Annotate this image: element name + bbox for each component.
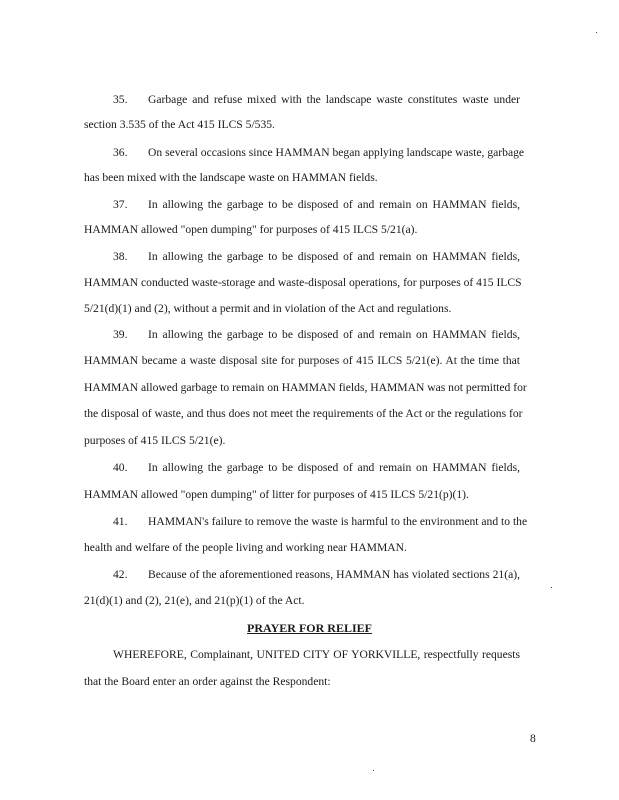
paragraph-number: 39. [113,328,128,341]
paragraph-line: HAMMAN allowed "open dumping" for purposes of 415 ILCS 5/21(a). [84,223,418,236]
scan-speck [551,587,552,588]
paragraph-first-line [84,93,520,107]
paragraph-text: In allowing the garbage to be disposed of and remain on HAMMAN fields, [148,250,520,263]
paragraph-line: has been mixed with the landscape waste on HAMMAN fields. [84,171,378,184]
paragraph-line: section 3.535 of the Act 415 ILCS 5/535. [84,118,275,131]
paragraph-text: Because of the aforementioned reasons, HAMMAN has violated sections 21(a), [148,568,520,581]
paragraph-line: the disposal of waste, and thus does not meet the requirements of the Act or the regulations for [84,407,523,420]
paragraph-line: purposes of 415 ILCS 5/21(e). [84,434,226,447]
wherefore-line-2: that the Board enter an order against the Respondent: [84,675,331,688]
paragraph-line: HAMMAN conducted waste-storage and waste-disposal operations, for purposes of 415 ILCS [84,276,522,289]
paragraph-text: HAMMAN's failure to remove the waste is harmful to the environment and to the [148,515,528,528]
page-number: 8 [530,732,536,745]
paragraph-text: In allowing the garbage to be disposed of and remain on HAMMAN fields, [148,461,520,474]
paragraph-number: 40. [113,461,128,474]
paragraph-line: HAMMAN allowed garbage to remain on HAMMAN fields, HAMMAN was not permitted for [84,381,527,394]
paragraph-number: 35. [113,93,128,106]
paragraph-number: 41. [113,515,128,528]
paragraph-first-line [84,461,520,475]
section-heading: PRAYER FOR RELIEF [247,621,372,635]
paragraph-text: Garbage and refuse mixed with the landscape waste constitutes waste under [148,93,520,106]
paragraph-text: On several occasions since HAMMAN began applying landscape waste, garbage [148,146,525,159]
paragraph-number: 38. [113,250,128,263]
paragraph-first-line [84,568,520,582]
paragraph-line: health and welfare of the people living and working near HAMMAN. [84,541,407,554]
paragraph-number: 37. [113,198,128,211]
paragraph-first-line [84,250,520,264]
paragraph-first-line [84,146,525,160]
paragraph-text: In allowing the garbage to be disposed of and remain on HAMMAN fields, [148,328,520,341]
paragraph-number: 42. [113,568,128,581]
paragraph-line: HAMMAN allowed "open dumping" of litter for purposes of 415 ILCS 5/21(p)(1). [84,488,469,501]
paragraph-line: 5/21(d)(1) and (2), without a permit and in violation of the Act and regulations. [84,302,452,315]
paragraph-line: HAMMAN became a waste disposal site for purposes of 415 ILCS 5/21(e). At the time that [84,354,520,367]
scan-speck [596,32,597,33]
paragraph-text: In allowing the garbage to be disposed of and remain on HAMMAN fields, [148,198,520,211]
paragraph-first-line [84,198,520,212]
paragraph-first-line [84,515,528,529]
paragraph-first-line [84,328,520,342]
paragraph-number: 36. [113,146,128,159]
wherefore-line-1: WHEREFORE, Complainant, UNITED CITY OF YORKVILLE, respectfully requests [113,648,520,661]
scan-speck [373,770,374,771]
paragraph-line: 21(d)(1) and (2), 21(e), and 21(p)(1) of the Act. [84,594,305,607]
